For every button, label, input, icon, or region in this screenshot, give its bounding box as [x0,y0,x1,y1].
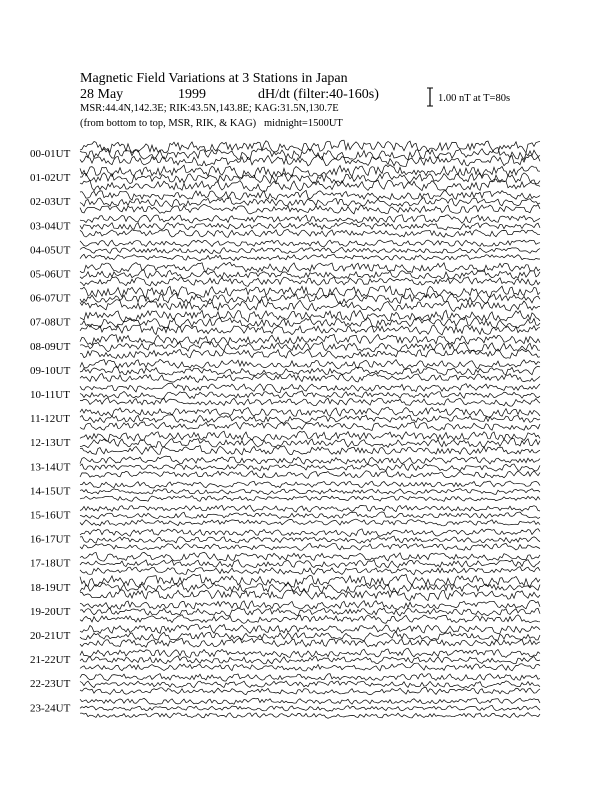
hour-row-label: 19-20UT [30,605,71,618]
trace-rik [80,366,540,375]
trace-msr [80,663,540,671]
trace-msr [80,615,540,624]
hour-row-label: 15-16UT [30,509,71,522]
trace-msr [80,277,540,287]
hour-row-label: 16-17UT [30,533,71,546]
trace-order-note: (from bottom to top, MSR, RIK, & KAG) [80,118,257,129]
trace-kag [80,262,540,272]
trace-msr [80,398,540,406]
trace-msr [80,713,540,719]
hour-row-label: 17-18UT [30,557,71,570]
trace-rik [80,439,540,448]
hour-row-label: 21-22UT [30,654,71,667]
trace-kag [80,383,540,393]
hour-row-label: 05-06UT [30,268,71,281]
trace-rik [80,247,540,254]
trace-kag [80,505,540,512]
hour-row-label: 11-12UT [30,413,70,426]
trace-msr [80,373,540,382]
hour-row-label: 07-08UT [30,316,71,329]
trace-rik [80,512,540,519]
trace-kag [80,698,540,704]
trace-kag [80,456,540,464]
trace-msr [80,325,540,335]
trace-kag [80,600,540,609]
hour-row-label: 18-19UT [30,581,71,594]
hour-row-label: 06-07UT [30,292,71,305]
trace-msr [80,638,540,647]
hour-row-label: 23-24UT [30,702,71,715]
trace-msr [80,229,540,237]
trace-kag [80,648,540,657]
chart-date: 28 May [80,87,124,102]
hour-row-label: 13-14UT [30,461,71,474]
trace-kag [80,359,540,368]
trace-msr [80,590,540,601]
trace-msr [80,155,540,167]
hour-row-label: 04-05UT [30,244,71,257]
hour-row-label: 22-23UT [30,678,71,691]
trace-msr [80,687,540,694]
trace-kag [80,431,540,441]
trace-rik [80,489,540,495]
trace-kag [80,529,540,537]
trace-msr [80,446,540,455]
hour-row-label: 08-09UT [30,340,71,353]
scale-bar-label: 1.00 nT at T=80s [438,93,511,104]
chart-filter: dH/dt (filter:40-160s) [258,87,379,102]
chart-year: 1999 [178,87,206,102]
trace-rik [80,391,540,399]
trace-msr [80,519,540,526]
trace-msr [80,204,540,214]
midnight-note: midnight=1500UT [264,118,343,129]
trace-msr [80,471,540,479]
trace-rik [80,560,540,568]
hour-row-label: 20-21UT [30,630,71,642]
trace-rik [80,656,540,664]
trace-msr [80,496,540,502]
trace-kag [80,481,540,488]
trace-kag [80,624,540,633]
trace-kag [80,310,540,322]
hour-row-label: 03-04UT [30,220,71,233]
trace-kag [80,190,540,200]
trace-rik [80,173,540,184]
hour-row-label: 10-11UT [30,389,70,401]
hour-row-label: 00-01UT [30,148,71,160]
hour-row-label: 01-02UT [30,172,71,185]
trace-rik [80,222,540,230]
trace-rik [80,705,540,711]
trace-rik [80,342,540,352]
trace-kag [80,334,540,345]
trace-rik [80,293,540,304]
trace-rik [80,632,540,641]
trace-msr [80,567,540,575]
trace-rik [80,464,540,471]
hour-row-label: 02-03UT [30,196,71,209]
trace-kag [80,552,540,561]
trace-kag [80,674,540,681]
trace-rik [80,681,540,688]
trace-msr [80,179,540,191]
hour-row-label: 14-15UT [30,485,71,498]
trace-msr [80,422,540,431]
chart-title: Magnetic Field Variations at 3 Stations in Japan [80,71,348,86]
trace-rik [80,608,540,616]
trace-rik [80,317,540,328]
trace-msr [80,254,540,260]
trace-kag [80,140,540,153]
station-coordinates: MSR:44.4N,142.3E; RIK:43.5N,143.8E; KAG:31.5N,130.7E [80,103,339,114]
trace-kag [80,286,540,298]
hour-row-label: 09-10UT [30,364,71,377]
trace-msr [80,543,540,550]
trace-kag [80,240,540,247]
hour-row-label: 12-13UT [30,437,71,450]
trace-kag [80,215,540,224]
trace-rik [80,536,540,543]
trace-kag [80,407,540,417]
